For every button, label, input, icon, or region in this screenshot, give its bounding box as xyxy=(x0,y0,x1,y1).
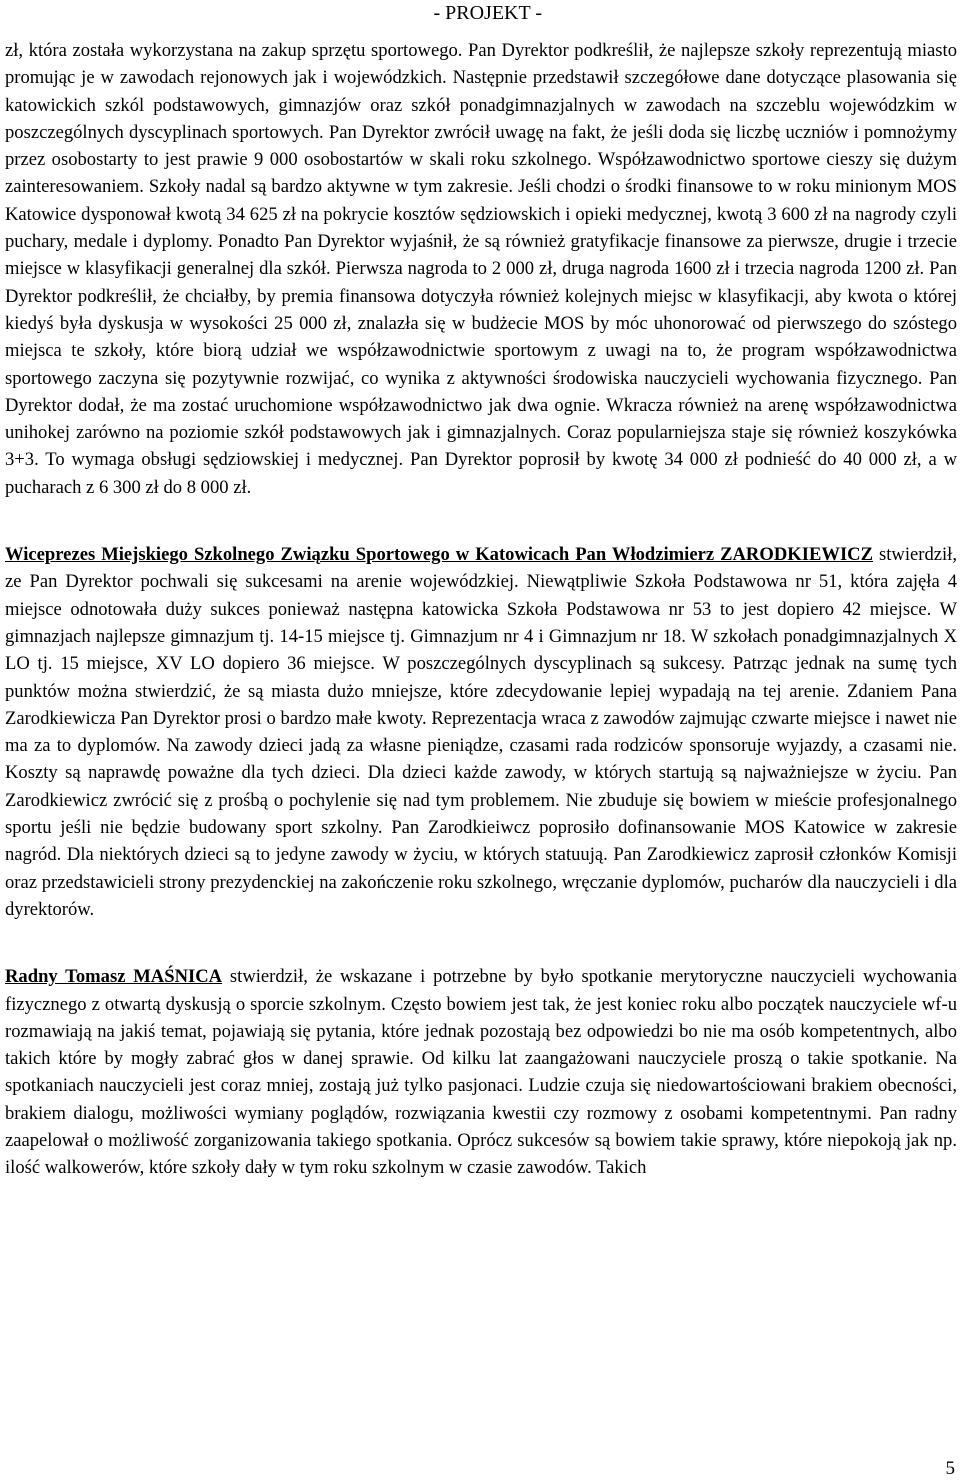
paragraph-spacer xyxy=(5,923,957,963)
speaker-name: Wiceprezes Miejskiego Szkolnego Związku Sportowego w Katowicach Pan Włodzimierz ZARODKIEWICZ xyxy=(5,544,874,566)
paragraph-spacer xyxy=(5,501,957,541)
paragraph-director-report xyxy=(5,37,957,501)
paragraph-vice-president xyxy=(5,541,957,923)
paragraph-text: stwierdził, że wskazane i potrzebne by było spotkanie merytoryczne nauczycieli wychowania fizycznego z otwartą dyskusją o sporcie szkolnym. Często bowiem jest tak, że jest koniec roku albo początek nauczyciele wf-u rozmawiają na jakiś temat, pojawiają się pytania, które jednak pozostają bez odpowiedzi bo nie ma osób kompetentnych, albo takich które by mogły zabrać głos w danej sprawie. Od kilku lat zaangażowani nauczyciele proszą o takie spotkanie. Na spotkaniach nauczycieli jest coraz mniej, zostają już tylko pasjonaci. Ludzie czuja się niedowartościowani brakiem obecności, brakiem dialogu, możliwości wymiany poglądów, rozwiązania kwestii czy rozmowy z osobami kompetentnymi. Pan radny zaapelował o możliwość zorganizowania takiego spotkania. Oprócz sukcesów są bowiem takie sprawy, które niepokoją jak np. ilość walkowerów, które szkoły dały w tym roku szkolnym w czasie zawodów. Takich xyxy=(5,966,957,1179)
speaker-name: Radny Tomasz MAŚNICA xyxy=(5,966,223,988)
document-body xyxy=(5,37,957,1182)
page-number: 5 xyxy=(945,1458,955,1479)
document-header: - PROJEKT - xyxy=(433,2,542,24)
paragraph-text: zł, która została wykorzystana na zakup sprzętu sportowego. Pan Dyrektor podkreślił, że najlepsze szkoły reprezentują miasto promując je w zawodach rejonowych jak i wojewódzkich. Następnie przedstawił szczegółowe dane dotyczące plasowania się katowickich szkól podstawowych, gimnazjów oraz szkół ponadgimnazjalnych w zawodach na szczeblu wojewódzkim w poszczególnych dyscyplinach sportowych. Pan Dyrektor zwrócił uwagę na fakt, że jeśli doda się liczbę uczniów i pomnożymy przez osobostarty to jest prawie 9 000 osobostartów w skali roku szkolnego. Współzawodnictwo sportowe cieszy się dużym zainteresowaniem. Szkoły nadal są bardzo aktywne w tym zakresie. Jeśli chodzi o środki finansowe to w roku minionym MOS Katowice dysponował kwotą 34 625 zł na pokrycie kosztów sędziowskich i opieki medycznej, kwotą 3 600 zł na nagrody czyli puchary, medale i dyplomy. Ponadto Pan Dyrektor wyjaśnił, że są również gratyfikacje finansowe za pierwsze, drugie i trzecie miejsce w klasyfikacji generalnej dla szkół. Pierwsza nagroda to 2 000 zł, druga nagroda 1600 zł i trzecia nagroda 1200 zł. Pan Dyrektor podkreślił, że chciałby, by premia finansowa dotyczyła również kolejnych miejsc w klasyfikacji, aby kwota o której kiedyś była dyskusja w wysokości 25 000 zł, znalazła się w budżecie MOS by móc uhonorować od pierwszego do szóstego miejsca te szkoły, które biorą udział we współzawodnictwie sportowym z uwagi na to, że program współzawodnictwa sportowego zaczyna się pozytywnie rozwijać, co wynika z aktywności środowiska nauczycieli wychowania fizycznego. Pan Dyrektor dodał, że ma zostać uruchomione współzawodnictwo jak dwa ognie. Wkracza również na arenę współzawodnictwa unihokej zarówno na poziomie szkół podstawowych jak i gimnazjalnych. Coraz popularniejsza staje się również koszykówka 3+3. To wymaga obsługi sędziowskiej i medycznej. Pan Dyrektor poprosił by kwotę 34 000 zł podnieść do 40 000 zł, a w pucharach z 6 300 zł do 8 000 zł. xyxy=(5,40,957,498)
paragraph-text: stwierdził, ze Pan Dyrektor pochwali się sukcesami na arenie wojewódzkiej. Niewątpliwie Szkoła Podstawowa nr 51, która zajęła 4 miejsce odnotowała duży sukces ponieważ następna katowicka Szkoła Podstawowa nr 53 to jest dopiero 42 miejsce. W gimnazjach najlepsze gimnazjum tj. 14-15 miejsce tj. Gimnazjum nr 4 i Gimnazjum nr 18. W szkołach ponadgimnazjalnych X LO tj. 15 miejsce, XV LO dopiero 36 miejsce. W poszczególnych dyscyplinach są sukcesy. Patrząc jednak na sumę tych punktów można stwierdzić, że są miasta dużo mniejsze, które zdecydowanie lepiej wypadają na tej arenie. Zdaniem Pana Zarodkiewicza Pan Dyrektor prosi o bardzo małe kwoty. Reprezentacja wraca z zawodów zajmując czwarte miejsce i nawet nie ma za to dyplomów. Na zawody dzieci jadą za własne pieniądze, czasami rada rodziców sponsoruje wyjazdy, a czasami nie. Koszty są naprawdę poważne dla tych dzieci. Dla dzieci każde zawody, w których startują są najważniejsze w życiu. Pan Zarodkiewicz zwrócić się z prośbą o pochylenie się nad tym problemem. Nie zbuduje się bowiem w mieście profesjonalnego sportu jeśli nie będzie budowany sport szkolny. Pan Zarodkieiwcz poprosiło dofinansowanie MOS Katowice w zakresie nagród. Dla niektórych dzieci są to jedyne zawody w życiu, w których statuują. Pan Zarodkiewicz zaprosił członków Komisji oraz przedstawicieli strony prezydenckiej na zakończenie roku szkolnego, wręczanie dyplomów, pucharów dla nauczycieli i dla dyrektorów. xyxy=(5,544,957,920)
paragraph-councillor xyxy=(5,963,957,1181)
